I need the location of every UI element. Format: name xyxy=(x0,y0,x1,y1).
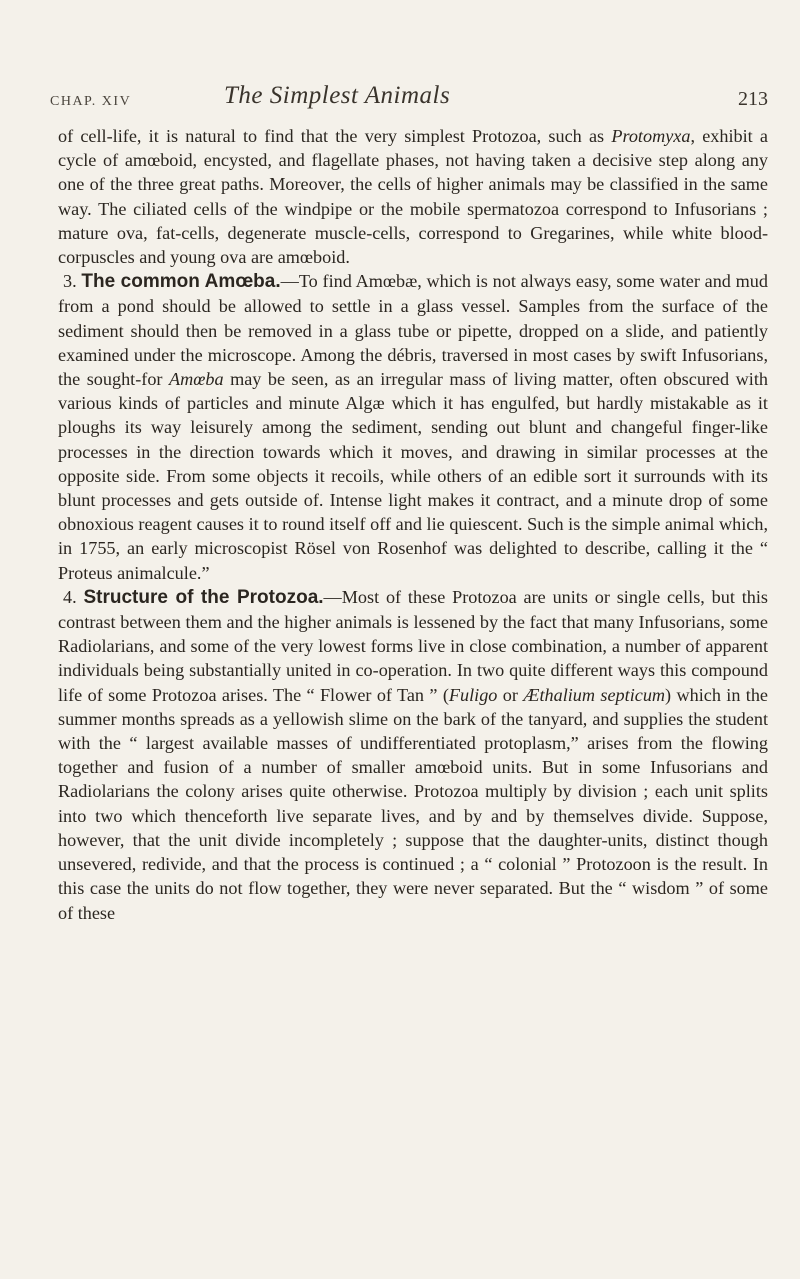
italic-term: Æthalium septicum xyxy=(523,684,666,705)
section-heading: Structure of the Protozoa. xyxy=(83,586,324,608)
italic-term: Fuligo xyxy=(448,684,498,705)
section-heading: The common Amœba. xyxy=(81,271,281,293)
text-run: or xyxy=(497,684,524,705)
body-text xyxy=(58,124,768,925)
text-run: —To find Amœbæ, which is not always easy, some water and mud from a pond should be allowed to settle in a glass vessel. Samples from the surface of the sediment should then be removed in a glass tube or pipette, dropped on a slide, and patiently examined under the microscope. Among the débris, traversed in most cases by swift Infusorians, the sought-for xyxy=(58,271,768,390)
text-run: may be seen, as an irregular mass of living matter, often obscured with various kinds of particles and minute Algæ which it has engulfed, but hardly mistakable as it ploughs its way leisurely among the sediment, sending out blunt and changeful finger-like processes in the direction towards which it moves, and drawing in similar processes at the opposite side. From some objects it recoils, while others of an edible sort it surrounds with its blunt processes and gets outside of. Intense light makes it contract, and a minute drop of some obnoxious reagent causes it to round itself off and lie quiescent. Such is the simple animal which, in 1755, an early microscopist Rösel von Rosenhof was delighted to describe, calling it the “ Proteus animalcule.” xyxy=(58,369,768,583)
italic-term: Protomyxa xyxy=(611,126,691,146)
section-3-paragraph xyxy=(58,269,768,585)
running-title: The Simplest Animals xyxy=(224,82,451,109)
section-4-paragraph xyxy=(58,585,768,925)
italic-term: Amœba xyxy=(169,369,224,390)
text-run: —Most of these Protozoa are units or single cells, but this contrast between them and the higher animals is lessened by the fact that many Infusorians, some Radiolarians, and some of the very lowest forms live in close combination, a number of apparent individuals being substantially united in co-operation. In two quite different ways this compound life of some Protozoa arises. The “ Flower of Tan ” ( xyxy=(58,586,768,705)
chapter-label: CHAP. XIV xyxy=(50,94,132,109)
text-run: , exhibit a cycle of amœboid, encysted, and flagellate phases, not having taken a decisive step along any one of the three great paths. Moreover, the cells of higher animals may be classified in the same way. The ciliated cells of the windpipe or the mobile spermatozoa correspond to Infusorians ; mature ova, fat-cells, degenerate muscle-cells, correspond to Gregarines, while white blood-corpuscles and young ova are amœboid. xyxy=(58,126,768,268)
section-number: 3. xyxy=(63,271,77,292)
page-number: 213 xyxy=(738,88,768,110)
text-run: ) which in the summer months spreads as a yellowish slime on the bark of the tanyard, and supplies the student with the “ largest available masses of undifferentiated protoplasm,” arises from the flowing together and fusion of a number of smaller amœboid units. But in some Infusorians and Radiolarians the colony arises quite otherwise. Protozoa multiply by division ; each unit splits into two which thenceforth live separate lives, and by and by themselves divide. Suppose, however, that the unit divide incompletely ; suppose that the daughter-units, distinct though unsevered, redivide, and that the process is continued ; a “ colonial ” Protozoon is the result. In this case the units do not flow together, they were never separated. But the “ wisdom ” of some of these xyxy=(58,684,769,923)
paragraph-continuation xyxy=(58,124,768,269)
running-head xyxy=(50,82,768,114)
section-number: 4. xyxy=(63,586,77,607)
text-run: of cell-life, it is natural to find that the very simplest Protozoa, such as xyxy=(58,126,612,146)
